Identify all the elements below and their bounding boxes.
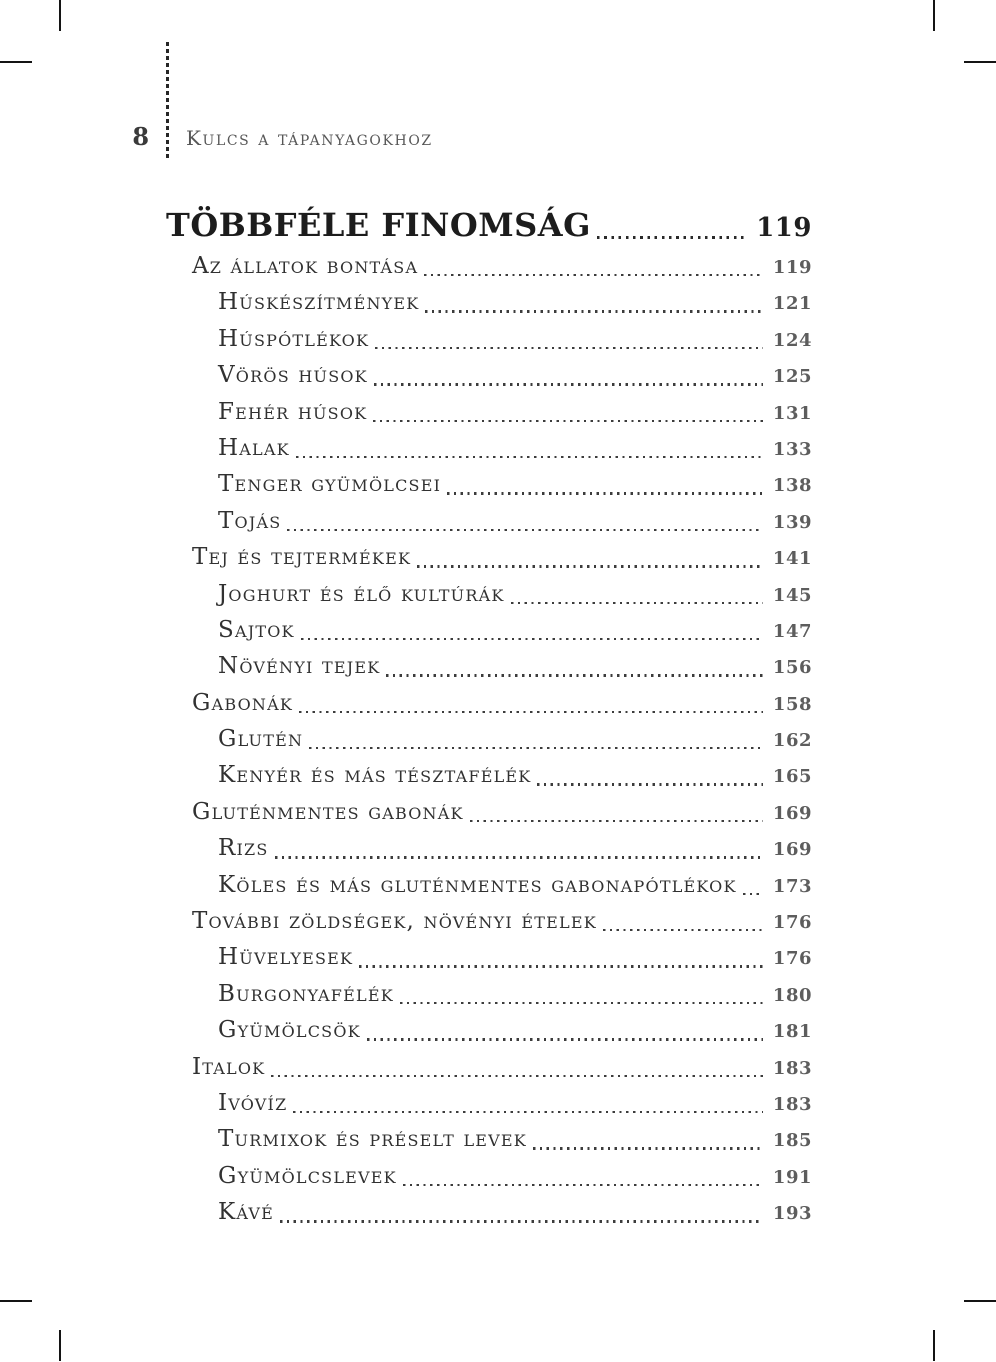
toc-entry-row (166, 830, 812, 866)
dotted-leader (293, 1111, 763, 1113)
toc-entry-row (166, 757, 812, 793)
dotted-leader (367, 1038, 763, 1040)
toc-entry-label: Rizs (218, 835, 269, 862)
toc-entry-page-number: 119 (772, 257, 812, 278)
dotted-leader (470, 820, 763, 822)
toc-entry-row (166, 1194, 812, 1230)
dotted-leader (386, 674, 763, 676)
toc-entry-page-number: 156 (772, 657, 812, 679)
crop-mark-top-right-vertical (933, 0, 935, 31)
dotted-leader (287, 529, 763, 531)
crop-mark-top-left-vertical (59, 0, 61, 31)
toc-entry-label: Gabonák (192, 689, 294, 716)
toc-entry-page-number: 169 (772, 802, 812, 824)
dotted-leader (511, 602, 763, 604)
dotted-leader (299, 711, 763, 713)
dotted-leader (280, 1220, 763, 1222)
toc-entry-label: Növényi tejek (218, 653, 381, 680)
crop-mark-top-right-horizontal (964, 61, 996, 63)
dotted-leader (424, 274, 763, 276)
toc-entry-page-number: 176 (772, 948, 812, 970)
toc-entry-row (166, 867, 812, 903)
dotted-leader (400, 1002, 763, 1004)
toc-chapter-title-row (166, 202, 812, 248)
toc-entry-label: Húspótlékok (218, 325, 370, 352)
toc-entry-row (166, 903, 812, 939)
toc-entry-row (166, 685, 812, 721)
toc-entry-label: Köles és más gluténmentes gabonapótlékok (218, 871, 737, 898)
crop-mark-bottom-right-vertical (933, 1330, 935, 1361)
toc-entry-page-number: 193 (772, 1203, 812, 1225)
toc-entry-row (166, 976, 812, 1012)
crop-mark-bottom-left-horizontal (0, 1300, 32, 1302)
toc-entry-row (166, 1121, 812, 1157)
dotted-leader (447, 492, 763, 494)
toc-entry-page-number: 185 (772, 1130, 812, 1152)
toc-entry-label: Vörös húsok (218, 362, 368, 389)
toc-entry-page-number: 121 (772, 293, 812, 315)
toc-entry-row (166, 539, 812, 575)
running-header: Kulcs a tápanyagokhoz (186, 126, 433, 150)
toc-entry-label: Kenyér és más tésztafélék (218, 762, 532, 789)
toc-entry-row (166, 1012, 812, 1048)
toc-entry-label: Joghurt és élő kultúrák (218, 580, 505, 607)
toc-entry-label: Húskészítmények (218, 289, 420, 316)
toc-entry-label: Kávé (218, 1199, 274, 1226)
page-number: 8 (132, 122, 150, 151)
toc-entry-page-number: 147 (772, 620, 812, 642)
toc-entry-page-number: 124 (772, 329, 812, 351)
dotted-leader (533, 1147, 763, 1149)
toc-entry-label: Halak (218, 434, 290, 461)
toc-entry-page-number: 181 (772, 1021, 812, 1043)
toc-entry-row (166, 1049, 812, 1085)
crop-mark-bottom-right-horizontal (964, 1300, 996, 1302)
toc-chapter-title: TÖBBFÉLE FINOMSÁG (166, 206, 591, 244)
toc-entry-row (166, 612, 812, 648)
toc-entry-label: Az állatok bontása (192, 253, 419, 279)
toc-entry-list (166, 248, 812, 1231)
toc-entry-page-number: 169 (772, 839, 812, 861)
toc-entry-label: Burgonyafélék (218, 980, 394, 1007)
toc-entry-row (166, 357, 812, 393)
toc-entry-page-number: 162 (772, 730, 812, 752)
toc-entry-page-number: 139 (772, 511, 812, 533)
dotted-leader (403, 1184, 763, 1186)
toc-entry-row (166, 248, 812, 284)
dotted-leader (597, 236, 746, 239)
toc-entry-label: Italok (192, 1053, 266, 1080)
toc-entry-row (166, 284, 812, 320)
toc-entry-label: Glutén (218, 726, 304, 753)
toc-entry-page-number: 133 (772, 438, 812, 460)
toc-entry-page-number: 158 (772, 693, 812, 715)
table-of-contents (166, 202, 812, 1231)
dotted-divider-rule (166, 42, 169, 160)
toc-entry-page-number: 183 (772, 1057, 812, 1079)
toc-entry-page-number: 131 (772, 402, 812, 424)
toc-entry-row (166, 939, 812, 975)
toc-entry-row (166, 1085, 812, 1121)
toc-entry-row (166, 430, 812, 466)
dotted-leader (373, 420, 763, 422)
toc-entry-page-number: 173 (772, 875, 812, 897)
dotted-leader (271, 1075, 763, 1077)
toc-entry-row (166, 503, 812, 539)
dotted-leader (603, 929, 763, 931)
dotted-leader (537, 783, 762, 785)
toc-entry-row (166, 721, 812, 757)
crop-mark-bottom-left-vertical (59, 1330, 61, 1361)
toc-entry-page-number: 180 (772, 984, 812, 1006)
toc-entry-label: Hüvelyesek (218, 944, 354, 971)
toc-entry-page-number: 141 (772, 548, 812, 570)
dotted-leader (275, 856, 763, 858)
dotted-leader (309, 747, 763, 749)
toc-entry-row (166, 648, 812, 684)
dotted-leader (425, 310, 762, 312)
toc-entry-page-number: 125 (772, 366, 812, 388)
dotted-leader (374, 383, 763, 385)
toc-entry-label: Tenger gyümölcsei (218, 471, 442, 498)
toc-entry-page-number: 191 (772, 1166, 812, 1188)
dotted-leader (296, 456, 763, 458)
dotted-leader (743, 893, 763, 895)
toc-entry-row (166, 466, 812, 502)
toc-chapter-page-number: 119 (756, 213, 812, 243)
toc-entry-page-number: 176 (772, 912, 812, 934)
toc-entry-label: Turmixok és préselt levek (218, 1126, 527, 1153)
toc-entry-row (166, 576, 812, 612)
dotted-leader (375, 347, 763, 349)
toc-entry-label: Gluténmentes gabonák (192, 798, 464, 825)
toc-entry-label: Ivóvíz (218, 1089, 288, 1116)
toc-entry-label: Fehér húsok (218, 398, 368, 425)
toc-entry-label: Tojás (218, 507, 282, 534)
toc-entry-page-number: 145 (772, 584, 812, 606)
toc-entry-label: Tej és tejtermékek (192, 544, 412, 571)
toc-entry-label: Gyümölcslevek (218, 1162, 397, 1189)
toc-entry-page-number: 183 (772, 1093, 812, 1115)
dotted-leader (359, 965, 763, 967)
toc-entry-label: Sajtok (218, 616, 295, 643)
dotted-leader (417, 565, 763, 567)
toc-entry-row (166, 394, 812, 430)
toc-entry-row (166, 321, 812, 357)
toc-entry-page-number: 165 (772, 766, 812, 788)
toc-entry-row (166, 794, 812, 830)
toc-entry-label: Gyümölcsök (218, 1017, 361, 1044)
toc-entry-row (166, 1158, 812, 1194)
dotted-leader (301, 638, 763, 640)
toc-entry-page-number: 138 (772, 475, 812, 497)
crop-mark-top-left-horizontal (0, 61, 32, 63)
toc-entry-label: További zöldségek, növényi ételek (192, 908, 597, 935)
